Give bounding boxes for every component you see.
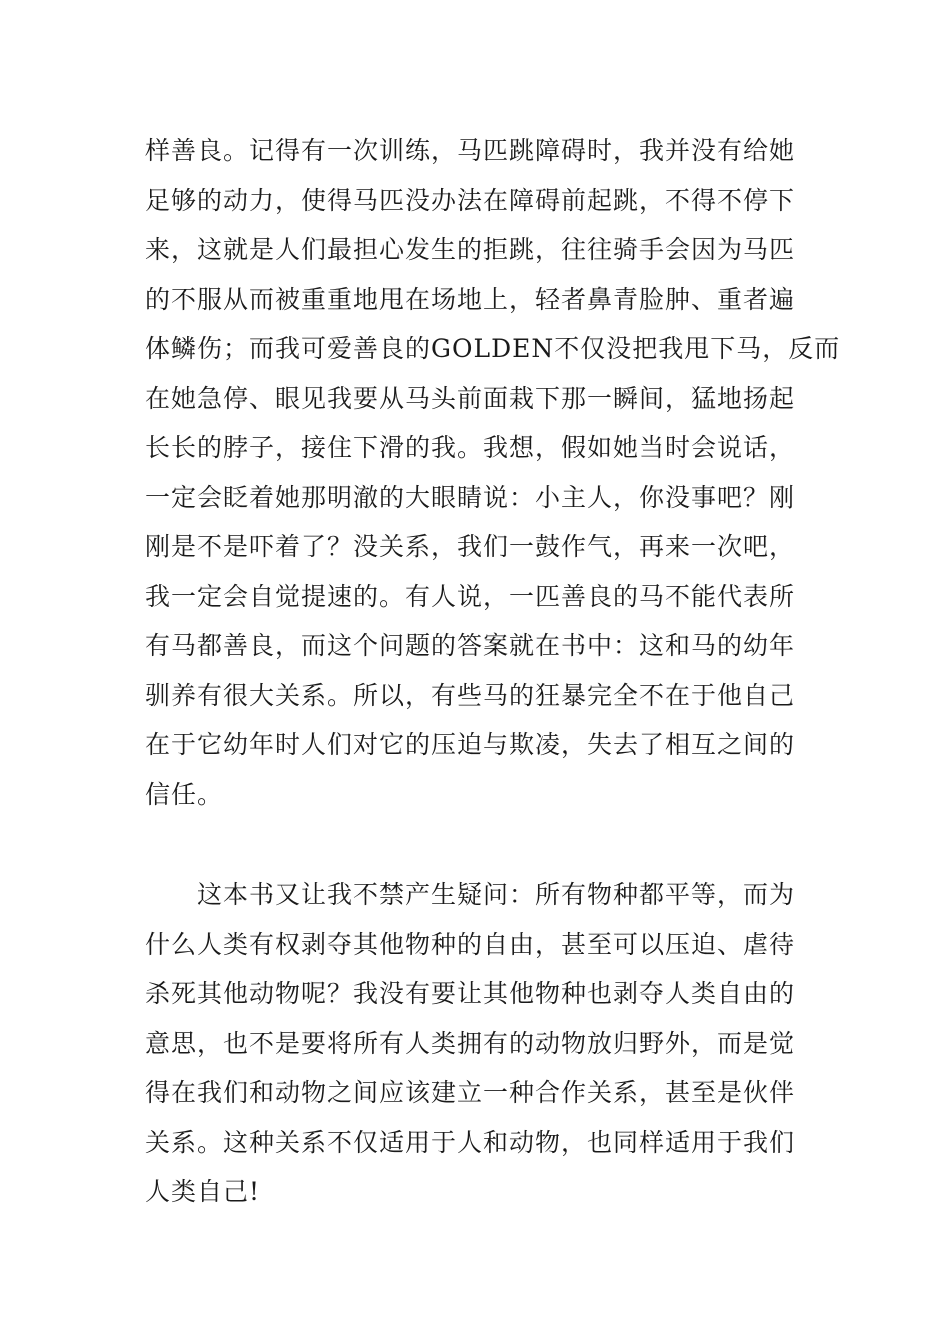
- paragraph-2: [145, 870, 815, 1217]
- text-line: 驯养有很大关系。所以，有些马的狂暴完全不在于他自己: [145, 680, 796, 710]
- text-line: 人类自己!: [145, 1177, 261, 1206]
- text-line: 什么人类有权剥夺其他物种的自由，甚至可以压迫、虐待: [145, 929, 796, 959]
- text-line: 在她急停、眼见我要从马头前面栽下那一瞬间，猛地扬起: [145, 383, 796, 413]
- text-line: 足够的动力，使得马匹没办法在障碍前起跳，不得不停下: [145, 185, 796, 215]
- text-line: 刚是不是吓着了？没关系，我们一鼓作气，再来一次吧，: [145, 532, 796, 561]
- text-line: 有马都善良，而这个问题的答案就在书中：这和马的幼年: [145, 631, 796, 660]
- text-line: 这本书又让我不禁产生疑问：所有物种都平等，而为: [197, 880, 796, 909]
- text-line: 信任。: [145, 779, 224, 809]
- text-line: 在于它幼年时人们对它的压迫与欺凌，失去了相互之间的: [145, 730, 796, 759]
- text-line: 来，这就是人们最担心发生的拒跳，往往骑手会因为马匹: [145, 235, 796, 264]
- text-line: 的不服从而被重重地甩在场地上，轻者鼻青脸肿、重者遍: [145, 284, 796, 314]
- text-line: 意思，也不是要将所有人类拥有的动物放归野外，而是觉: [145, 1028, 796, 1058]
- text-line: 一定会眨着她那明澈的大眼睛说：小主人，你没事吧？刚: [145, 482, 796, 512]
- text-line: 长长的脖子，接住下滑的我。我想，假如她当时会说话，: [145, 433, 796, 462]
- text-line: 得在我们和动物之间应该建立一种合作关系，甚至是伙伴: [145, 1078, 796, 1107]
- text-line: 我一定会自觉提速的。有人说，一匹善良的马不能代表所: [145, 581, 796, 611]
- text-line: 关系。这种关系不仅适用于人和动物，也同样适用于我们: [145, 1127, 796, 1157]
- paragraph-1: [145, 126, 841, 819]
- text-line: 杀死其他动物呢？我没有要让其他物种也剥夺人类自由的: [145, 979, 796, 1008]
- text-line: 体鳞伤；而我可爱善良的GOLDEN不仅没把我甩下马，反而: [145, 334, 841, 363]
- text-line: 样善良。记得有一次训练，马匹跳障碍时，我并没有给她: [145, 136, 796, 165]
